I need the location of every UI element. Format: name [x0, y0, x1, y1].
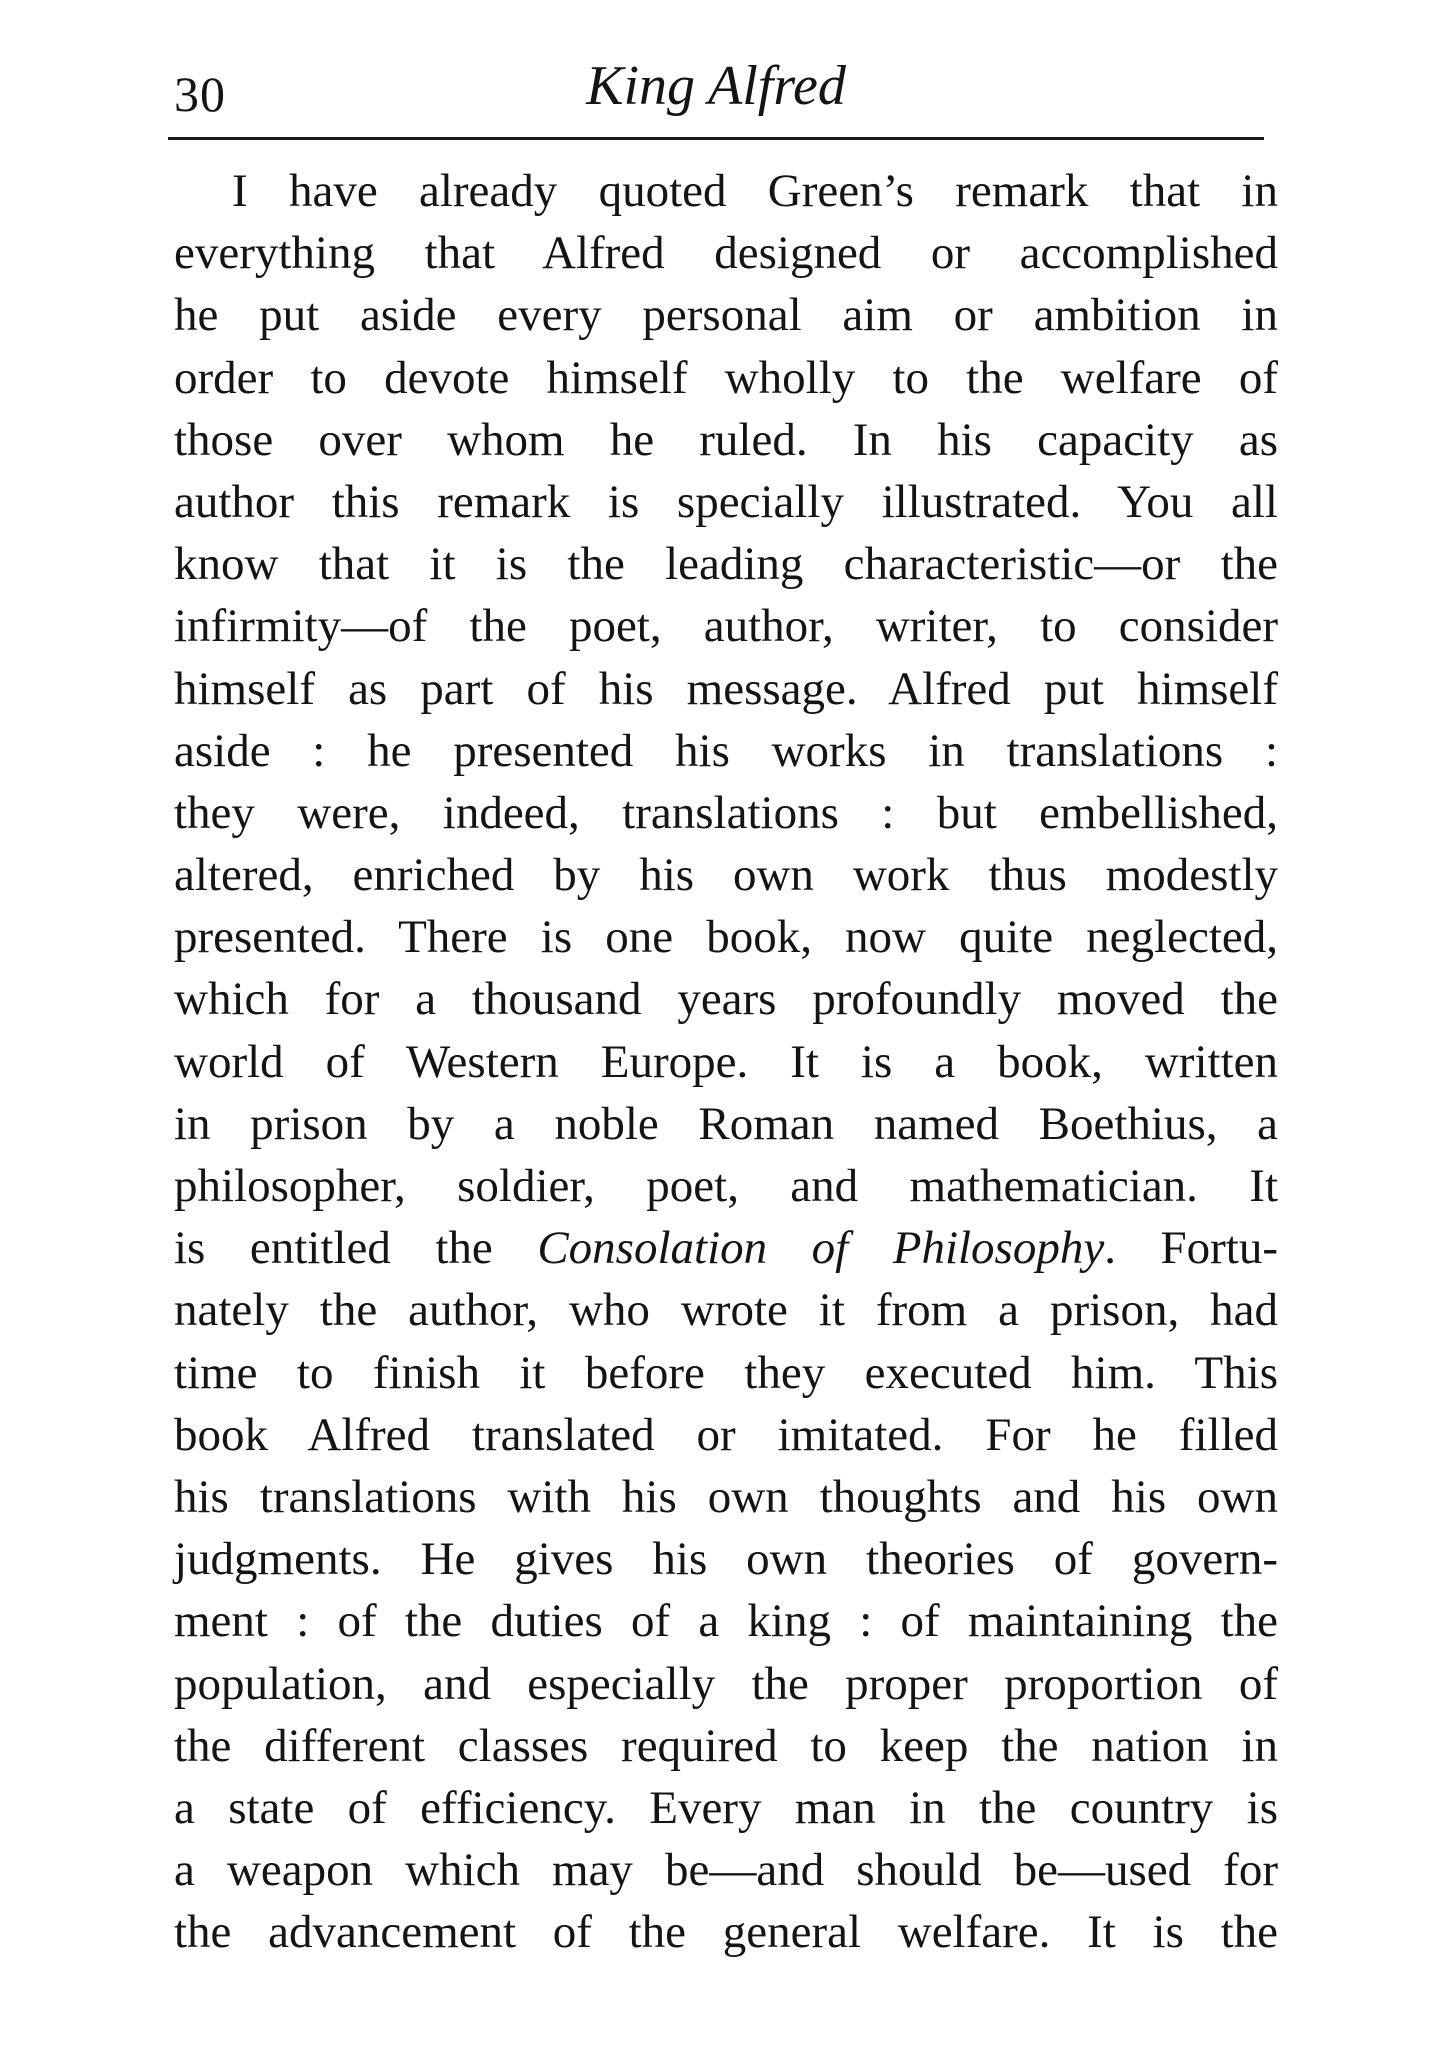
text-line: I have already quoted Green’s remark that in: [232, 165, 1278, 217]
text-line: the advancement of the general welfare. It is the: [174, 1906, 1278, 1959]
text-line: order to devote himself wholly to the welfare of: [174, 351, 1278, 404]
text-line: presented. There is one book, now quite neglected,: [174, 911, 1278, 964]
text-line: population, and especially the proper proportion of: [174, 1657, 1278, 1710]
text-line: everything that Alfred designed or accomplished: [174, 227, 1278, 280]
text-line: nately the author, who wrote it from a prison, had: [174, 1284, 1278, 1337]
header-rule: [168, 137, 1264, 140]
book-title-italic: Consolation of Philosophy: [537, 1222, 1105, 1275]
page-header: [170, 46, 1262, 138]
running-title: King Alfred: [586, 55, 846, 117]
text-line: which for a thousand years profoundly moved the: [174, 973, 1278, 1026]
text-line: altered, enriched by his own work thus modestly: [174, 849, 1278, 902]
page-number: 30: [174, 66, 226, 122]
text-line: himself as part of his message. Alfred put himself: [174, 662, 1278, 715]
text-line: ment : of the duties of a king : of maintaining the: [174, 1595, 1278, 1648]
text-line: they were, indeed, translations : but embellished,: [174, 786, 1278, 839]
text-segment: is entitled the: [174, 1222, 538, 1275]
text-line-with-title: [174, 1217, 1278, 1279]
text-line: time to finish it before they executed him. This: [174, 1346, 1278, 1399]
text-line: world of Western Europe. It is a book, written: [174, 1035, 1278, 1088]
text-line: philosopher, soldier, poet, and mathematician. It: [174, 1160, 1278, 1212]
text-line: a weapon which may be—and should be—used for: [174, 1844, 1278, 1897]
text-line: those over whom he ruled. In his capacity as: [174, 413, 1278, 466]
text-line: aside : he presented his works in translations :: [174, 724, 1278, 777]
text-line: in prison by a noble Roman named Boethius, a: [174, 1097, 1278, 1150]
text-line: book Alfred translated or imitated. For he filled: [174, 1408, 1278, 1461]
text-line: infirmity—of the poet, author, writer, to consider: [174, 600, 1278, 653]
text-line: author this remark is specially illustrated. You all: [174, 475, 1278, 528]
text-line: his translations with his own thoughts and his own: [174, 1470, 1278, 1523]
text-line: he put aside every personal aim or ambition in: [174, 289, 1278, 342]
text-line: judgments. He gives his own theories of govern-: [174, 1533, 1278, 1586]
text-line: know that it is the leading characteristic—or the: [174, 538, 1278, 591]
body-paragraph: [174, 160, 1278, 1963]
text-line: a state of efficiency. Every man in the country is: [174, 1781, 1278, 1834]
text-line: the different classes required to keep the nation in: [174, 1719, 1278, 1772]
text-segment: . Fortu-: [1104, 1222, 1278, 1275]
